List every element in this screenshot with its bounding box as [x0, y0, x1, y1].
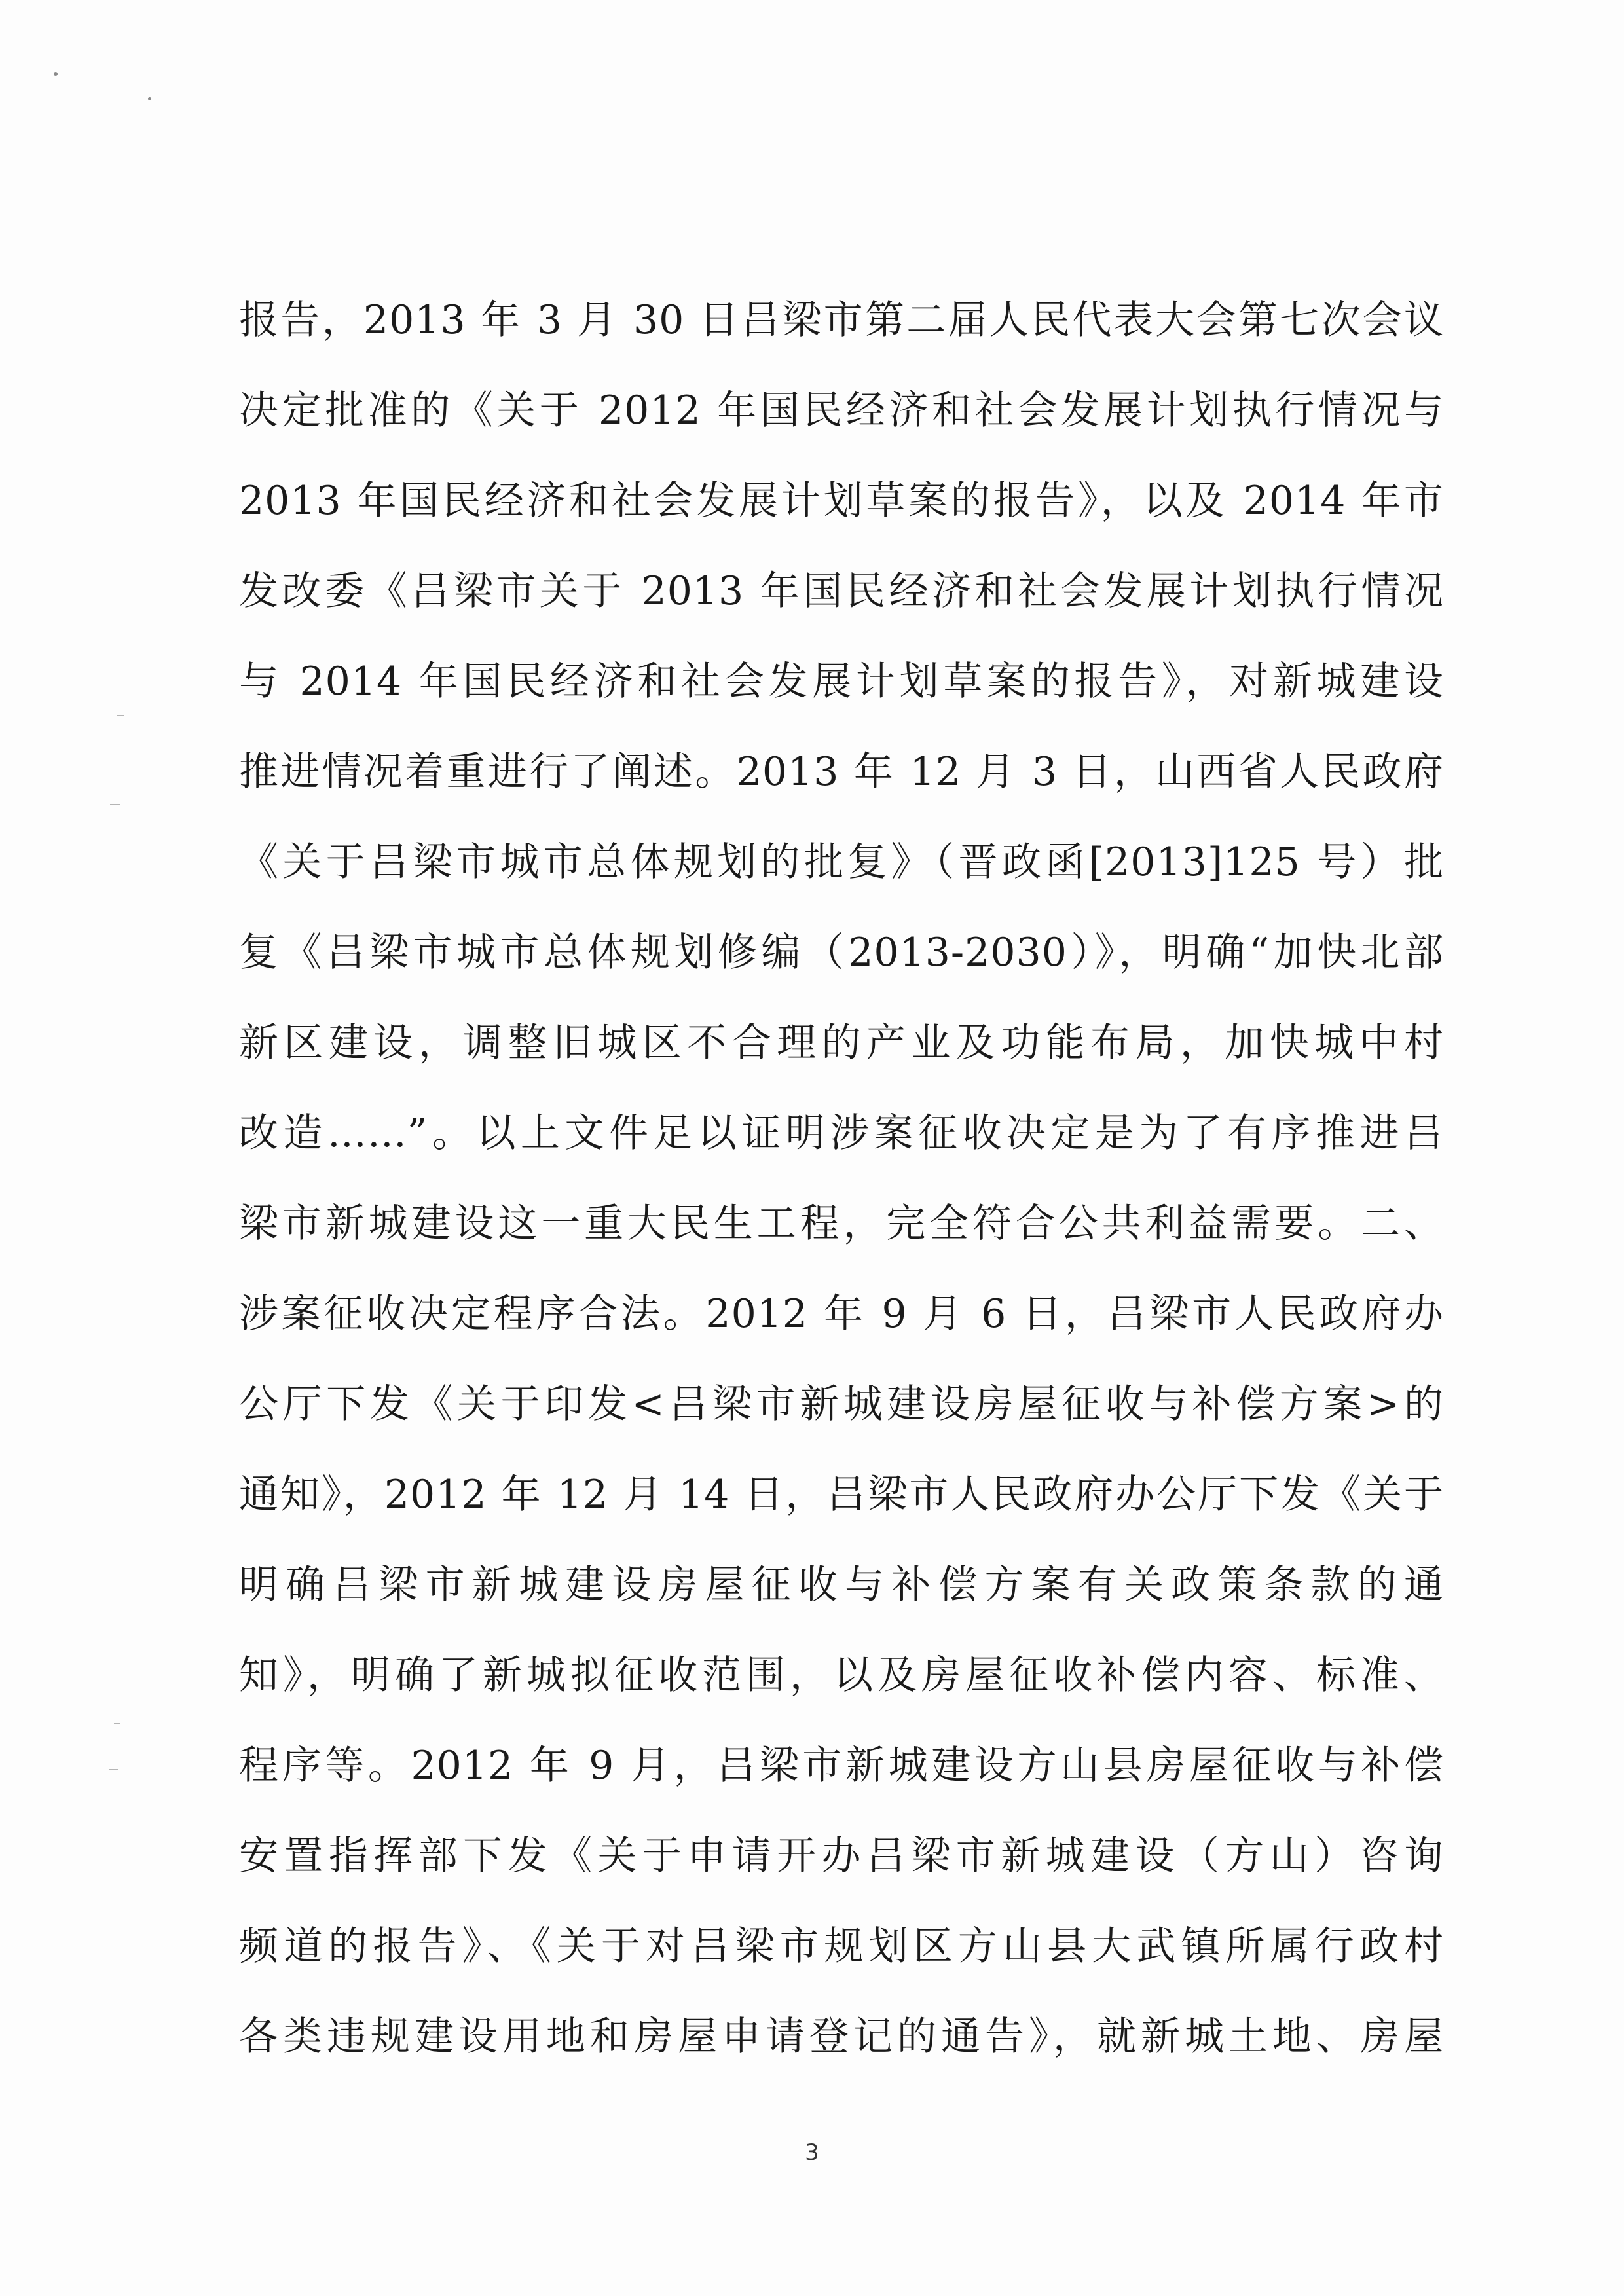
body-line: 程序等。2012 年 9 月，吕梁市新城建设方山县房屋征收与补偿 — [239, 1743, 1444, 1789]
body-line: 报告，2013 年 3 月 30 日吕梁市第二届人民代表大会第七次会议 — [239, 297, 1444, 343]
page-number: 3 — [805, 2140, 819, 2166]
body-line: 新区建设，调整旧城区不合理的产业及功能布局，加快城中村 — [239, 1020, 1444, 1066]
body-line: 通知》，2012 年 12 月 14 日，吕梁市人民政府办公厅下发《关于 — [239, 1472, 1444, 1518]
body-line: 涉案征收决定程序合法。2012 年 9 月 6 日，吕梁市人民政府办 — [239, 1291, 1444, 1337]
body-line: 2013 年国民经济和社会发展计划草案的报告》，以及 2014 年市 — [239, 478, 1444, 524]
body-line: 频道的报告》、《关于对吕梁市规划区方山县大武镇所属行政村 — [239, 1923, 1444, 1969]
body-line: 改造……”。以上文件足以证明涉案征收决定是为了有序推进吕 — [239, 1110, 1444, 1156]
body-line: 决定批准的《关于 2012 年国民经济和社会发展计划执行情况与 — [239, 388, 1444, 433]
body-line: 与 2014 年国民经济和社会发展计划草案的报告》，对新城建设 — [239, 659, 1444, 704]
scan-speck — [148, 97, 151, 100]
body-line: 明确吕梁市新城建设房屋征收与补偿方案有关政策条款的通 — [239, 1562, 1444, 1608]
scan-speck — [54, 72, 58, 76]
body-line: 各类违规建设用地和房屋申请登记的通告》，就新城土地、房屋 — [239, 2014, 1444, 2060]
scan-edge-mark — [117, 715, 124, 716]
body-line: 复《吕梁市城市总体规划修编（2013-2030）》，明确“加快北部 — [239, 930, 1444, 975]
body-line: 推进情况着重进行了阐述。2013 年 12 月 3 日，山西省人民政府 — [239, 749, 1444, 795]
body-line: 安置指挥部下发《关于申请开办吕梁市新城建设（方山）咨询 — [239, 1833, 1444, 1879]
body-line: 知》，明确了新城拟征收范围，以及房屋征收补偿内容、标准、 — [239, 1652, 1444, 1698]
body-text — [239, 275, 1444, 2082]
body-line: 发改委《吕梁市关于 2013 年国民经济和社会发展计划执行情况 — [239, 568, 1444, 614]
body-line: 《关于吕梁市城市总体规划的批复》（晋政函[2013]125 号）批 — [239, 839, 1444, 885]
scan-edge-mark — [109, 1769, 118, 1770]
scan-edge-mark — [110, 804, 120, 805]
body-line: 梁市新城建设这一重大民生工程，完全符合公共利益需要。二、 — [239, 1201, 1444, 1247]
scan-edge-mark — [114, 1723, 120, 1724]
body-line: 公厅下发《关于印发<吕梁市新城建设房屋征收与补偿方案>的 — [239, 1381, 1444, 1427]
